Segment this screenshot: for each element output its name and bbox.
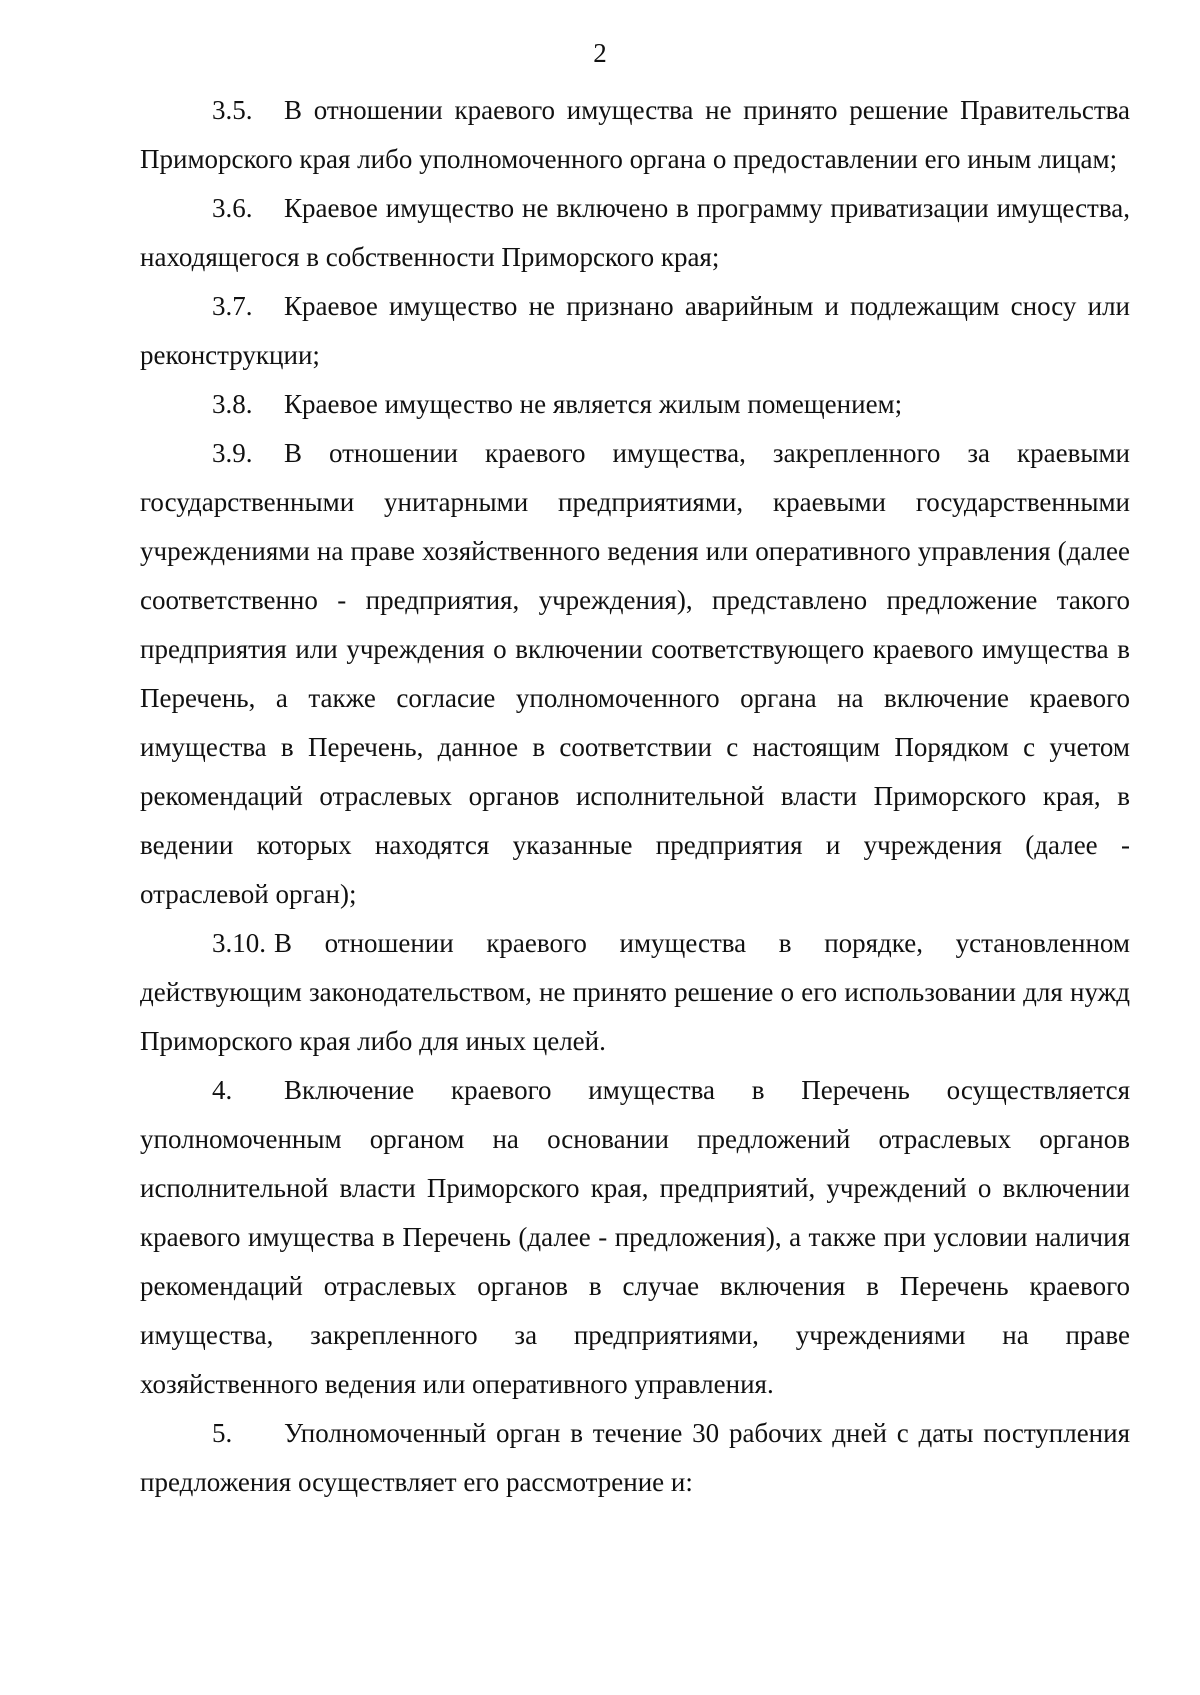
paragraph-3-10: [140, 919, 1130, 1066]
paragraph-text: Краевое имущество не признано аварийным и подлежащим сносу или реконструкции;: [140, 291, 1130, 370]
paragraph-number: 4.: [212, 1075, 233, 1105]
paragraph-number: 3.6.: [212, 193, 253, 223]
paragraph-text: В отношении краевого имущества, закрепленного за краевыми государственными унитарными предприятиями, краевыми государственными учреждениями на праве хозяйственного ведения или оперативного управления (далее соответственно - предприятия, учреждения), представлено предложение такого предприятия или учреждения о включении соответствующего краевого имущества в Перечень, а также согласие уполномоченного органа на включение краевого имущества в Перечень, данное в соответствии с настоящим Порядком с учетом рекомендаций отраслевых органов исполнительной власти Приморского края, в ведении которых находятся указанные предприятия и учреждения (далее - отраслевой орган);: [140, 438, 1130, 909]
paragraph-number: 3.9.: [212, 438, 253, 468]
paragraph-text: Краевое имущество не включено в программу приватизации имущества, находящегося в собственности Приморского края;: [140, 193, 1130, 272]
paragraph-4: [140, 1066, 1130, 1409]
paragraph-3-5: [140, 86, 1130, 184]
paragraph-text: В отношении краевого имущества не принято решение Правительства Приморского края либо уполномоченного органа о предоставлении его иным лицам;: [140, 95, 1130, 174]
paragraph-number: 3.8.: [212, 389, 253, 419]
paragraph-text: Краевое имущество не является жилым помещением;: [284, 389, 903, 419]
paragraph-text: Включение краевого имущества в Перечень осуществляется уполномоченным органом на основании предложений отраслевых органов исполнительной власти Приморского края, предприятий, учреждений о включении краевого имущества в Перечень (далее - предложения), а также при условии наличия рекомендаций отраслевых органов в случае включения в Перечень краевого имущества, закрепленного за предприятиями, учреждениями на праве хозяйственного ведения или оперативного управления.: [140, 1075, 1130, 1399]
paragraph-number: 3.7.: [212, 291, 253, 321]
paragraph-5: [140, 1409, 1130, 1507]
paragraph-text: В отношении краевого имущества в порядке, установленном действующим законодательством, не принято решение о его использовании для нужд Приморского края либо для иных целей.: [140, 928, 1130, 1056]
document-body: [140, 86, 1130, 1507]
paragraph-number: 5.: [212, 1418, 233, 1448]
paragraph-3-8: [140, 380, 1130, 429]
paragraph-number: 3.5.: [212, 95, 253, 125]
paragraph-3-7: [140, 282, 1130, 380]
paragraph-3-9: [140, 429, 1130, 919]
paragraph-number: 3.10.: [212, 928, 266, 958]
paragraph-3-6: [140, 184, 1130, 282]
page-number: 2: [593, 38, 607, 68]
paragraph-text: Уполномоченный орган в течение 30 рабочих дней с даты поступления предложения осуществляет его рассмотрение и:: [140, 1418, 1130, 1497]
